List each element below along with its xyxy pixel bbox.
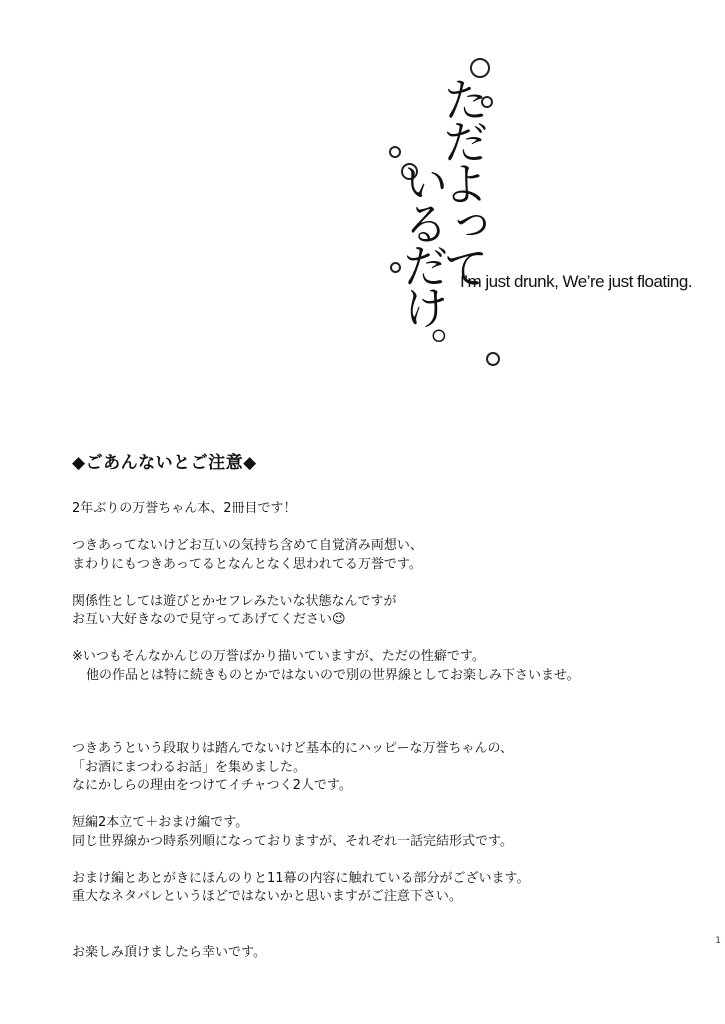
text-line: 同じ世界線かつ時系列順になっておりますが、それぞれ一話完結形式です。	[72, 833, 513, 849]
text-line: おまけ編とあとがきにほんのりと11幕の内容に触れている部分がございます。	[72, 870, 530, 886]
text-line: なにかしらの理由をつけてイチャつく2人です。	[72, 778, 352, 793]
title-column-right: ただよって	[436, 76, 490, 286]
text-line: まわりにもつきあってるとなんとなく思われてる万誉です。	[72, 556, 422, 572]
text-line: お楽しみ頂けましたら幸いです。	[72, 944, 266, 960]
text-line: ※いつもそんなかんじの万誉ばかり描いていますが、ただの性癖です。	[72, 649, 485, 664]
bubble-decoration	[486, 352, 500, 366]
text-line: つきあってないけどお互いの気持ち含めて自覚済み両想い、	[72, 538, 423, 553]
title-column-left: いるだけ。	[396, 158, 450, 368]
bubble-decoration	[470, 58, 490, 78]
notice-heading: ◆ごあんないとご注意◆	[72, 453, 257, 473]
notice-section-2	[72, 740, 712, 962]
text-line: お互い大好きなので見守ってあげてください😉	[72, 612, 346, 627]
text-line: 他の作品とは特に続きものとかではないので別の世界線としてお楽しみ下さいませ。	[86, 667, 580, 683]
english-subtitle: I’m just drunk, We’re just floating.	[460, 272, 693, 291]
title-block	[380, 50, 710, 380]
text-line: 「お酒にまつわるお話」を集めました。	[72, 759, 307, 775]
bubble-decoration	[389, 146, 401, 158]
text-line: 2年ぶりの万誉ちゃん本、2冊目です！	[72, 501, 297, 516]
notice-section-1	[72, 500, 712, 685]
text-line: 関係性としては遊びとかセフレみたいな状態なんですが	[72, 593, 397, 609]
text-line: つきあうという段取りは踏んでないけど基本的にハッピーな万誉ちゃんの、	[72, 741, 513, 756]
text-line: 短編2本立て＋おまけ編です。	[72, 815, 249, 830]
text-line: 重大なネタバレというほどではないかと思いますがご注意下さい。	[72, 889, 462, 904]
page-number: 1	[715, 936, 721, 946]
